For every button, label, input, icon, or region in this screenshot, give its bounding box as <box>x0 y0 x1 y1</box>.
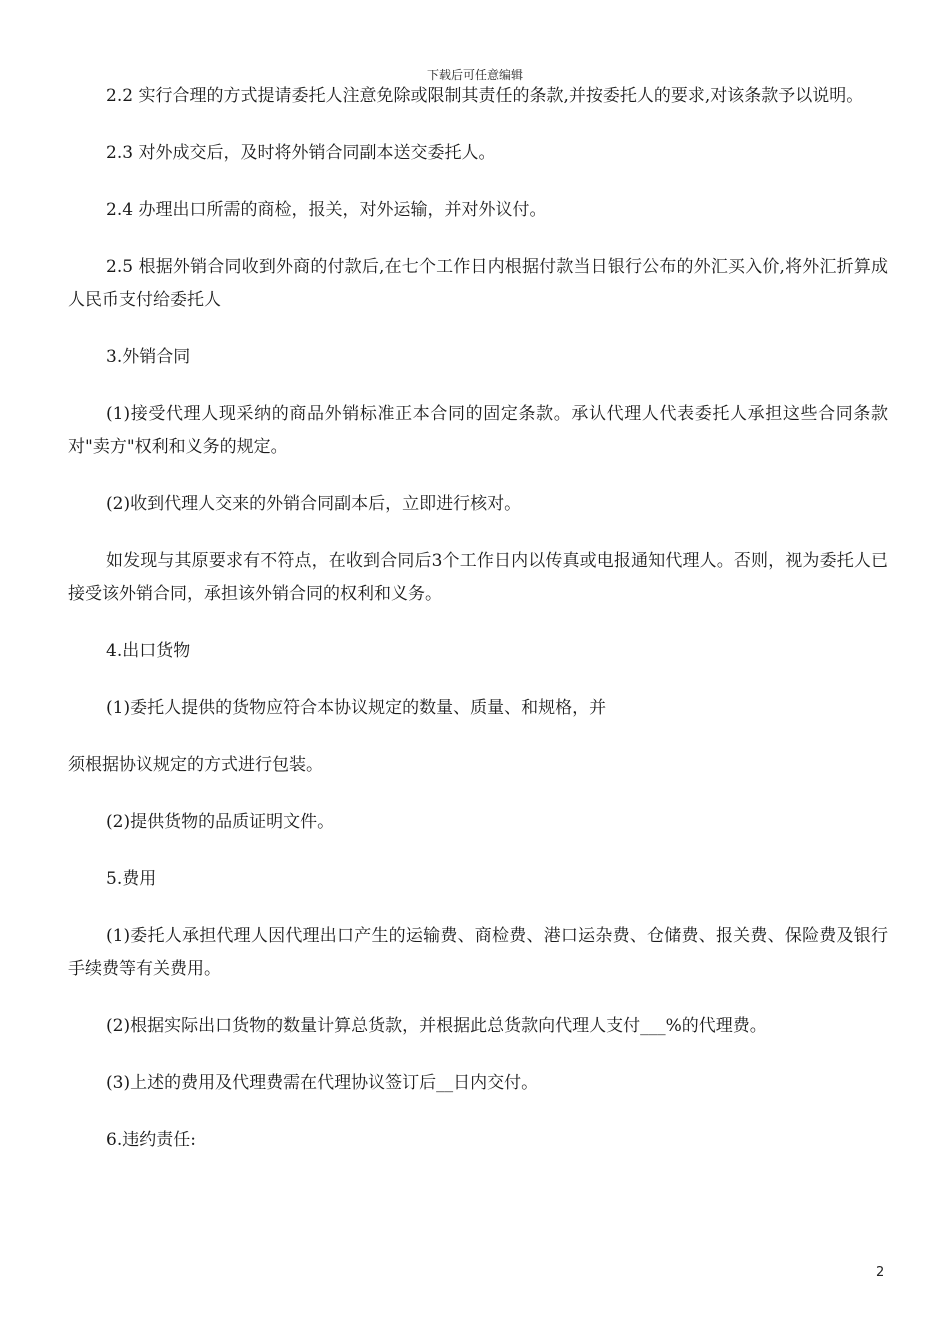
page-number: 2 <box>876 1265 885 1280</box>
paragraph: 如发现与其原要求有不符点，在收到合同后3个工作日内以传真或电报通知代理人。否则，视为委托人已接受该外销合同，承担该外销合同的权利和义务。 <box>68 551 888 604</box>
section-heading: 6.违约责任: <box>106 1130 196 1150</box>
paragraph: 2.5 根据外销合同收到外商的付款后,在七个工作日内根据付款当日银行公布的外汇买入价,将外汇折算成人民币支付给委托人 <box>68 257 888 310</box>
paragraph: 2.4 办理出口所需的商检，报关，对外运输，并对外议付。 <box>106 200 547 220</box>
paragraph: (2)根据实际出口货物的数量计算总货款，并根据此总货款向代理人支付___%的代理费。 <box>106 1016 767 1036</box>
section-heading: 5.费用 <box>106 869 157 889</box>
paragraph: 2.3 对外成交后，及时将外销合同副本送交委托人。 <box>106 143 496 163</box>
paragraph: (1)委托人提供的货物应符合本协议规定的数量、质量、和规格，并 <box>106 698 607 718</box>
paragraph: (2)收到代理人交来的外销合同副本后，立即进行核对。 <box>106 494 522 514</box>
paragraph: (3)上述的费用及代理费需在代理协议签订后__日内交付。 <box>106 1073 539 1093</box>
paragraph: (2)提供货物的品质证明文件。 <box>106 812 335 832</box>
section-heading: 4.出口货物 <box>106 641 191 661</box>
paragraph: (1)委托人承担代理人因代理出口产生的运输费、商检费、港口运杂费、仓储费、报关费、保险费及银行手续费等有关费用。 <box>68 926 888 979</box>
section-heading: 3.外销合同 <box>106 347 191 367</box>
header-note: 下载后可任意编辑 <box>426 68 523 82</box>
paragraph: (1)接受代理人现采纳的商品外销标准正本合同的固定条款。承认代理人代表委托人承担这些合同条款对"卖方"权利和义务的规定。 <box>68 404 888 457</box>
paragraph: 2.2 实行合理的方式提请委托人注意免除或限制其责任的条款,并按委托人的要求,对该条款予以说明。 <box>106 86 864 106</box>
document-body <box>68 80 888 1181</box>
paragraph: 须根据协议规定的方式进行包装。 <box>68 755 323 775</box>
